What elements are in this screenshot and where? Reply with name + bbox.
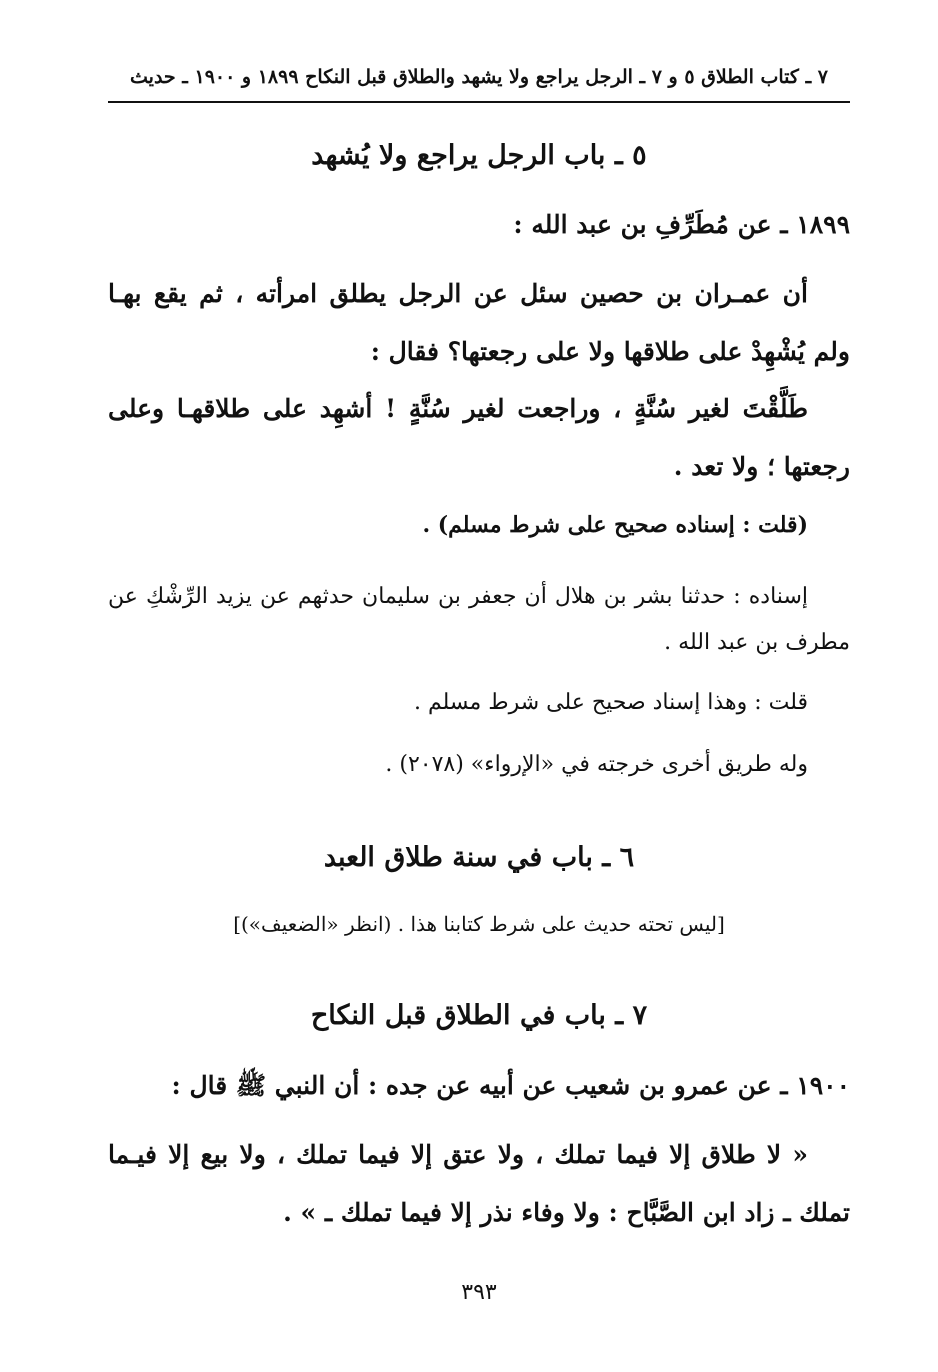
hadith-1899-text: أن عمـران بن حصين سئل عن الرجل يطلق امرأته ، ثم يقع بهـا ولم يُشْهِدْ على طلاقها ولا على رجعتها؟ فقال : xyxy=(108,279,850,366)
section-5-title: ٥ ـ باب الرجل يراجع ولا يُشهد xyxy=(311,140,647,171)
hadith-1899-grading: (قلت : إسناده صحيح على شرط مسلم) . xyxy=(422,512,808,538)
running-header: ٧ ـ كتاب الطلاق ٥ و ٧ ـ الرجل يراجع ولا يشهد والطلاق قبل النكاح ١٨٩٩ و ١٩٠٠ ـ حديث xyxy=(130,66,828,88)
hadith-1899-isnad: إسناده : حدثنا بشر بن هلال أن جعفر بن سليمان حدثهم عن يزيد الرِّشْكِ عن مطرف بن عبد الله . xyxy=(108,584,850,655)
hadith-1899-other-route: وله طريق أخرى خرجته في «الإرواء» (٢٠٧٨) . xyxy=(385,752,808,777)
hadith-1900-number: ١٩٠٠ ـ عن عمرو بن شعيب عن أبيه عن جده : أن النبي ﷺ قال : xyxy=(171,1071,850,1100)
section-6-title: ٦ ـ باب في سنة طلاق العبد xyxy=(323,842,635,873)
hadith-1899-number: ١٨٩٩ ـ عن مُطَرِّفِ بن عبد الله : xyxy=(513,210,850,239)
page-number: ٣٩٣ xyxy=(461,1280,497,1305)
section-6-note: [ليس تحته حديث على شرط كتابنا هذا . (انظر «الضعيف»)] xyxy=(233,912,725,936)
section-7-title: ٧ ـ باب في الطلاق قبل النكاح xyxy=(310,1000,648,1031)
hadith-1899-answer: طَلَّقْتَ لغير سُنَّةٍ ، وراجعت لغير سُنَّةٍ ! أشهِد على طلاقهـا وعلى رجعتها ؛ ولا تعد . xyxy=(108,394,850,481)
hadith-1899-comment: قلت : وهذا إسناد صحيح على شرط مسلم . xyxy=(413,690,808,715)
header-divider xyxy=(108,101,850,103)
hadith-1900-text: « لا طلاق إلا فيما تملك ، ولا عتق إلا فيما تملك ، ولا بيع إلا فيـما تملك ـ زاد ابن الصَّبَّاح : ولا وفاء نذر إلا فيما تملك ـ » . xyxy=(108,1140,850,1227)
